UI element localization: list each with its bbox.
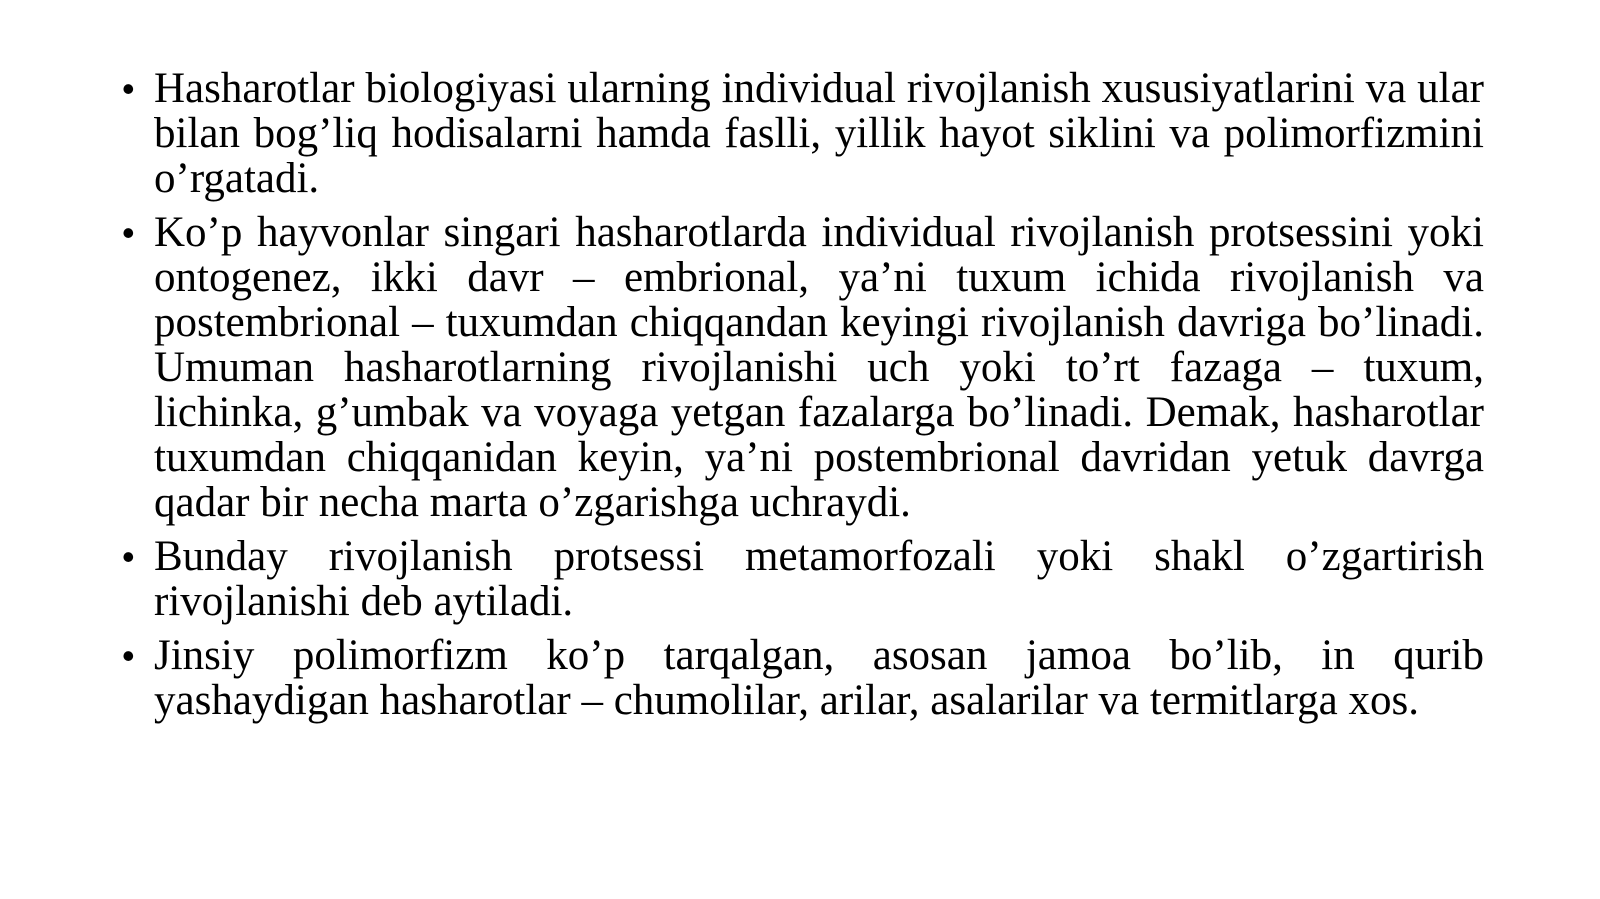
bullet-text: Ko’p hayvonlar singari hasharotlarda individual rivojlanish protsessini yoki ontogenez, ikki davr – embrional, ya’ni tuxum ichida rivojlanish va postembrional – tuxumdan chiqqandan keyingi rivojlanish davriga bo’linadi. Umuman hasharotlarning rivojlanishi uch yoki to’rt fazaga – tuxum, lichinka, g’umbak va voyaga yetgan fazalarga bo’linadi. Demak, hasharotlar tuxumdan chiqqanidan keyin, ya’ni postembrional davridan yetuk davrga qadar bir necha marta o’zgarishga uchraydi. — [154, 209, 1484, 526]
bullet-text: Jinsiy polimorfizm ko’p tarqalgan, asosan jamoa bo’lib, in qurib yashaydigan hasharotlar – chumolilar, arilar, asalarilar va termitlarga xos. — [154, 632, 1484, 724]
bullet-item-2 — [118, 210, 1484, 525]
bullet-marker: • — [122, 635, 135, 676]
bullet-text: Bunday rivojlanish protsessi metamorfozali yoki shakl o’zgartirish rivojlanishi deb aytiladi. — [154, 533, 1484, 625]
bullet-item-1 — [118, 66, 1484, 201]
bullet-list — [118, 66, 1484, 732]
bullet-item-3 — [118, 534, 1484, 624]
bullet-marker: • — [122, 68, 135, 109]
bullet-item-4 — [118, 633, 1484, 723]
bullet-text: Hasharotlar biologiyasi ularning individual rivojlanish xususiyatlarini va ular bilan bog’liq hodisalarni hamda faslli, yillik hayot siklini va polimorfizmini o’rgatadi. — [154, 65, 1484, 202]
bullet-marker: • — [122, 536, 135, 577]
bullet-marker: • — [122, 212, 135, 253]
